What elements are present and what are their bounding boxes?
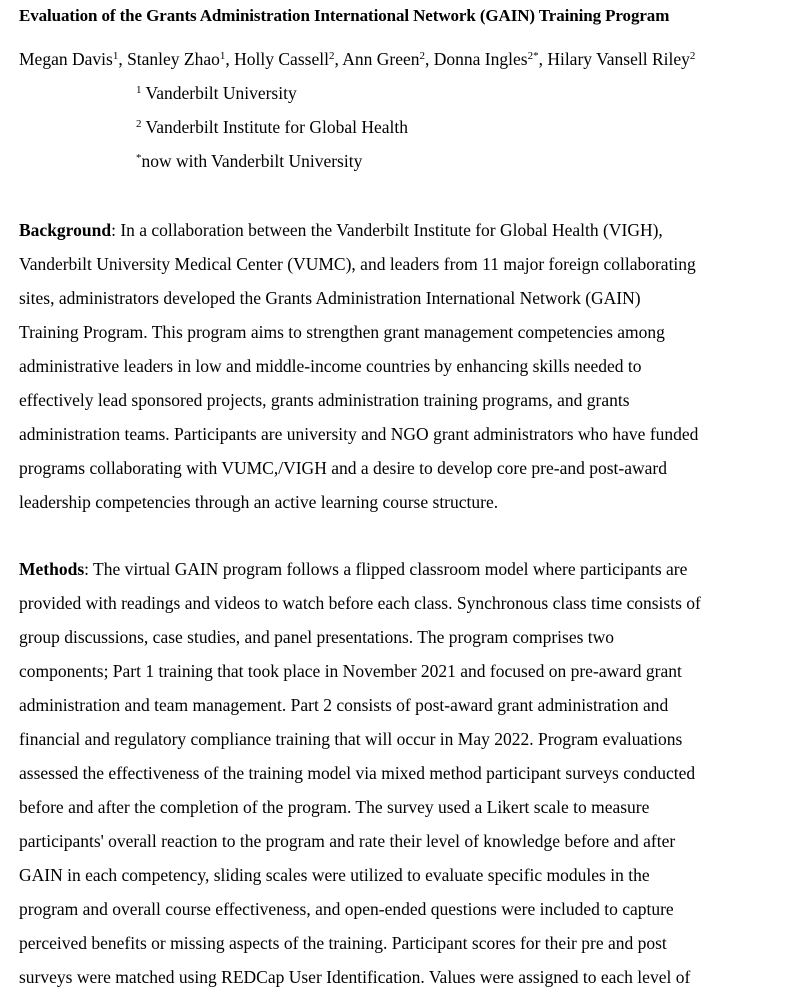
text-line: components; Part 1 training that took place in November 2021 and focused on pre-award grant: [19, 661, 682, 681]
affiliation-mark: 1: [136, 84, 142, 96]
text-line: surveys were matched using REDCap User Identification. Values were assigned to each level of: [19, 967, 691, 987]
text-line: perceived benefits or missing aspects of the training. Participant scores for their pre and post: [19, 933, 667, 953]
author-affiliation-mark: 1: [112, 50, 119, 62]
text-line: administration teams. Participants are university and NGO grant administrators who have funded: [19, 424, 699, 444]
text-line: program and overall course effectiveness, and open-ended questions were included to capture: [19, 899, 674, 919]
author-name: Megan Davis: [19, 49, 113, 69]
author-affiliation-mark: 2: [689, 50, 696, 62]
author-list: [19, 49, 695, 70]
author-name: Ann Green: [342, 49, 420, 69]
section-heading-methods: Methods: [19, 559, 85, 579]
text-line: sites, administrators developed the Grants Administration International Network (GAIN): [19, 288, 641, 308]
affiliation-mark: 2: [136, 118, 142, 130]
text-line: effectively lead sponsored projects, grants administration training programs, and grants: [19, 390, 630, 410]
author-separator: ,: [225, 49, 235, 69]
author-separator: ,: [425, 49, 434, 69]
affiliation-text: Vanderbilt Institute for Global Health: [141, 117, 408, 137]
author-affiliation-mark: 2: [328, 50, 335, 62]
methods-section: [19, 552, 789, 994]
author-affiliation-mark: 1: [219, 50, 226, 62]
affiliation-mark: *: [136, 152, 142, 164]
text-line: administration and team management. Part 2 consists of post-award grant administration and: [19, 695, 669, 715]
text-line: provided with readings and videos to watch before each class. Synchronous class time consists of: [19, 593, 701, 613]
affiliation-1: [136, 83, 297, 104]
affiliation-text: now with Vanderbilt University: [141, 151, 363, 171]
text-line: Vanderbilt University Medical Center (VUMC), and leaders from 11 major foreign collaborating: [19, 254, 696, 274]
text-line: programs collaborating with VUMC,/VIGH and a desire to develop core pre-and post-award: [19, 458, 667, 478]
affiliation-note: [136, 151, 362, 172]
text-line: financial and regulatory compliance training that will occur in May 2022. Program evaluations: [19, 729, 683, 749]
author-affiliation-mark: 2*: [527, 50, 539, 62]
paper-title: Evaluation of the Grants Administration International Network (GAIN) Training Program: [19, 6, 670, 25]
background-section: [19, 213, 789, 519]
author-separator: ,: [538, 49, 548, 69]
author-separator: ,: [118, 49, 128, 69]
section-heading-background: Background: [19, 220, 112, 240]
paragraph-text: : In a collaboration between the Vanderbilt Institute for Global Health (VIGH),: [111, 220, 663, 240]
text-line: administrative leaders in low and middle-income countries by enhancing skills needed to: [19, 356, 642, 376]
author-separator: ,: [334, 49, 343, 69]
author-name: Donna Ingles: [433, 49, 528, 69]
text-line: assessed the effectiveness of the training model via mixed method participant surveys conducted: [19, 763, 696, 783]
text-line: [19, 213, 789, 247]
affiliation-2: [136, 117, 408, 138]
author-name: Stanley Zhao: [127, 49, 220, 69]
text-line: GAIN in each competency, sliding scales were utilized to evaluate specific modules in the: [19, 865, 650, 885]
author-name: Holly Cassell: [234, 49, 329, 69]
author-affiliation-mark: 2: [419, 50, 425, 62]
text-line: leadership competencies through an active learning course structure.: [19, 492, 499, 512]
text-line: Training Program. This program aims to strengthen grant management competencies among: [19, 322, 665, 342]
author-name: Hilary Vansell Riley: [547, 49, 690, 69]
text-line: group discussions, case studies, and panel presentations. The program comprises two: [19, 627, 615, 647]
text-line: [19, 552, 789, 586]
text-line: participants' overall reaction to the program and rate their level of knowledge before and after: [19, 831, 676, 851]
affiliation-text: Vanderbilt University: [141, 83, 297, 103]
paragraph-text: : The virtual GAIN program follows a flipped classroom model where participants are: [84, 559, 688, 579]
text-line: before and after the completion of the program. The survey used a Likert scale to measure: [19, 797, 650, 817]
